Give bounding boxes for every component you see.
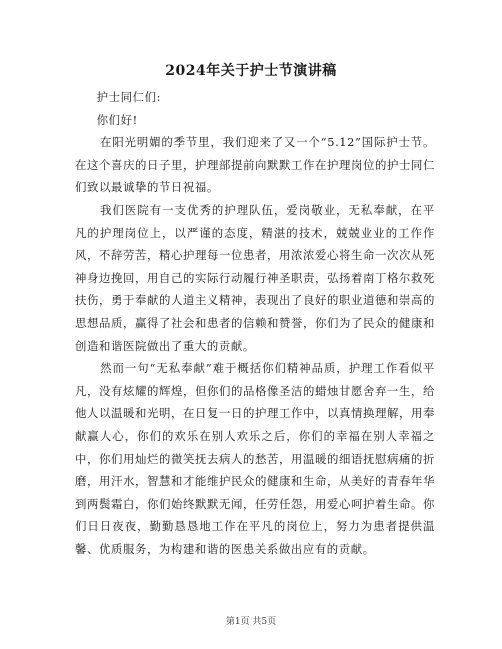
salutation: 护士同仁们: <box>96 90 162 104</box>
paragraph: 我们医院有一支优秀的护理队伍，爱岗敬业，无私奉献，在平凡的护理岗位上，以严谨的态度，精湛的技术，兢兢业业的工作作风，不辞劳苦，精心护理每一位患者，用浓浓爱心将生命一次次从死神身边挽回，用自己的实际行动履行神圣职责，弘扬着南丁格尔救死扶伤，勇于奉献的人道主义精神，表现出了良好的职业道德和崇高的思想品质，赢得了社会和患者的信赖和赞誉，你们为了民众的健康和创造和谐医院做出了重大的贡献。 <box>75 202 435 353</box>
document-title: 2024年关于护士节演讲稿 <box>165 63 337 79</box>
greeting: 你们好! <box>96 112 138 127</box>
paragraph: 在阳光明媚的季节里，我们迎来了又一个“5.12”国际护士节。在这个喜庆的日子里，护理部提前向默默工作在护理岗位的护士同仁们致以最诚挚的节日祝福。 <box>75 135 435 195</box>
document-body <box>75 86 435 560</box>
paragraph: 然而一句“无私奉献”难于概括你们精神品质，护理工作看似平凡，没有炫耀的辉煌，但你们的品格像圣洁的蜡烛甘愿舍弃一生，给他人以温暖和光明，在日复一日的护理工作中，以真情换理解，用奉献赢人心，你们的欢乐在别人欢乐之后，你们的幸福在别人幸福之中，你们用灿烂的微笑抚去病人的愁苦，用温暖的细语抚慰病痛的折磨，用汗水，智慧和才能维护民众的健康和生命，从美好的青春年华到两鬓霜白，你们始终默默无闻，任劳任怨，用爱心呵护着生命。你们日日夜夜，勤勤恳恳地工作在平凡的岗位上，努力为患者提供温馨、优质服务，为构建和谐的医患关系做出应有的贡献。 <box>75 361 435 556</box>
page-indicator: 第1页 共5页 <box>225 617 277 627</box>
